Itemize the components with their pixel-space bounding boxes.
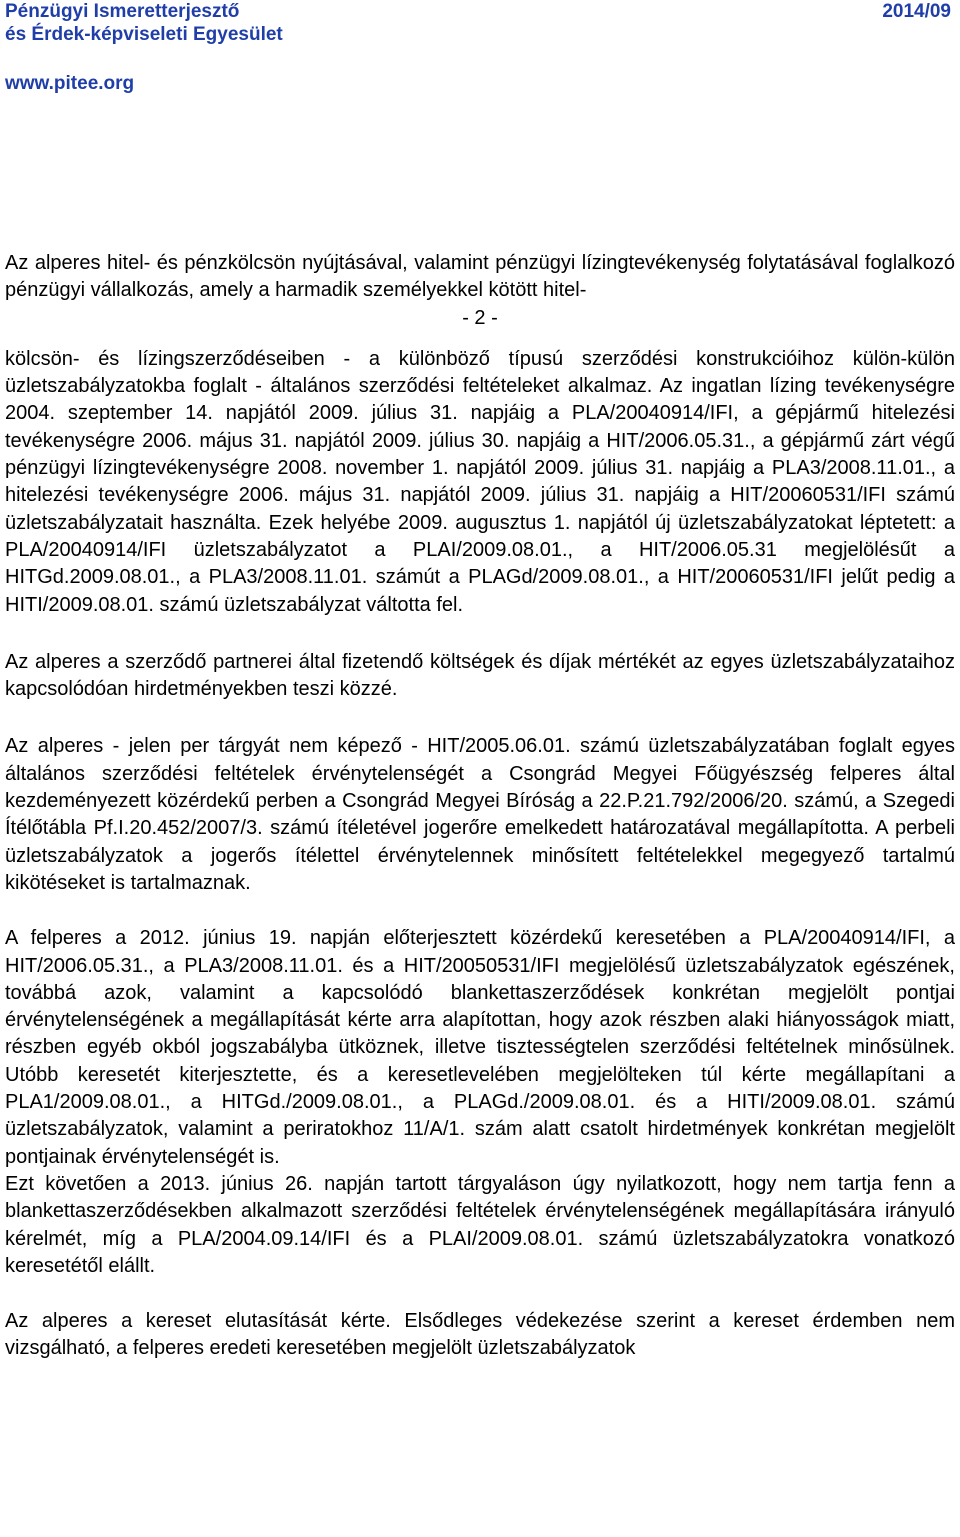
paragraph-6: Ezt követően a 2013. június 26. napján tartott tárgyaláson úgy nyilatkozott, hogy nem tartja fenn a blankettaszerződésekben alkalmazott szerződési feltételek érvénytelenségének megállapítására irányuló kérelmét, míg a PLA/2004.09.14/IFI és a PLAI/2009.08.01. számú üzletszabályzatokra vonatkozó keresetétől elállt.	[5, 1172, 955, 1277]
paragraph-2: kölcsön- és lízingszerződéseiben - a különböző típusú szerződési konstrukcióihoz külön-külön üzletszabályzatokba foglalt - általános szerződési feltételeket alkalmaz. Az ingatlan lízing tevékenységre 2004. szeptember 14. napjától 2009. július 31. napjáig a PLA/20040914/IFI, a gépjármű hitelezési tevékenységre 2006. május 31. napjától 2009. július 30. napjáig a HIT/2006.05.31., a gépjármű zárt végű pénzügyi lízingtevékenységre 2008. november 1. napjától 2009. július 31. napjáig a PLA3/2008.11.01., a hitelezési tevékenységre 2006. május 31. napjától 2009. július 31. napjáig a HIT/20060531/IFI számú üzletszabályzatait használta. Ezek helyébe 2009. augusztus 1. napjától új üzletszabályzatokat léptetett: a PLA/20040914/IFI üzletszabályzatot a PLAI/2009.08.01., a HIT/2006.05.31 megjelölésűt a HITGd.2009.08.01., a PLA3/2008.11.01. számút a PLAGd/2009.08.01., a HIT/20060531/IFI jelűt pedig a HITI/2009.08.01. számú üzletszabályzat váltotta fel.	[5, 347, 955, 616]
paragraph-1: Az alperes hitel- és pénzkölcsön nyújtásával, valamint pénzügyi lízingtevékenység folytatásával foglalkozó pénzügyi vállalkozás, amely a harmadik személyekkel kötött hitel-	[5, 252, 955, 302]
issue-number: 2014/09	[882, 1, 951, 22]
organization-name-line-2: és Érdek-képviseleti Egyesület	[5, 24, 283, 45]
page-header	[5, 0, 955, 100]
paragraph-4: Az alperes - jelen per tárgyát nem képező - HIT/2005.06.01. számú üzletszabályzatában foglalt egyes általános szerződési feltételek érvénytelenségét a Csongrád Megyei Főügyészség felperes által kezdeményezett közérdekű perben a Csongrád Megyei Bíróság a 22.P.21.792/2006/20. számú, a Szegedi Ítélőtábla Pf.I.20.452/2007/3. számú ítéletével jogerőre emelkedett határozatával megállapította. A perbeli üzletszabályzatok a jogerős ítélettel érvénytelennek minősített feltételekkel megegyező tartalmú kikötéseket is tartalmaznak.	[5, 735, 955, 894]
organization-name-line-1: Pénzügyi Ismeretterjesztő	[5, 1, 240, 22]
paragraph-5: A felperes a 2012. június 19. napján előterjesztett közérdekű keresetében a PLA/20040914/IFI, a HIT/2006.05.31., a PLA3/2008.11.01. és a HIT/20050531/IFI megjelölésű üzletszabályzatok egészének, továbbá azok, valamint a kapcsolódó blankettaszerződések konkrétan megjelölt pontjai érvénytelenségének a megállapítását kérte arra alapítottan, hogy azok részben alaki hiányosságok miatt, részben egyéb okból jogszabályba ütköznek, illetve tisztességtelen szerződési feltételnek minősülnek. Utóbb keresetét kiterjesztette, és a keresetlevelében megjelölteken túl kérte megállapítani a PLA1/2009.08.01., a HITGd./2009.08.01., a PLAGd./2009.08.01. és a HITI/2009.08.01. számú üzletszabályzatok, valamint a periratokhoz 11/A/1. szám alatt csatolt hirdetmények konkrétan megjelölt pontjainak érvénytelenségét is.	[5, 927, 955, 1168]
page-number: - 2 -	[462, 306, 498, 329]
paragraph-3: Az alperes a szerződő partnerei által fizetendő költségek és díjak mértékét az egyes üzletszabályzataihoz kapcsolódóan hirdetményekben teszi közzé.	[5, 650, 955, 701]
document-body	[5, 250, 955, 1363]
website-url: www.pitee.org	[5, 73, 135, 94]
paragraph-7: Az alperes a kereset elutasítását kérte. Elsődleges védekezése szerint a kereset érdemben nem vizsgálható, a felperes eredeti keresetében megjelölt üzletszabályzatok	[5, 1310, 955, 1360]
